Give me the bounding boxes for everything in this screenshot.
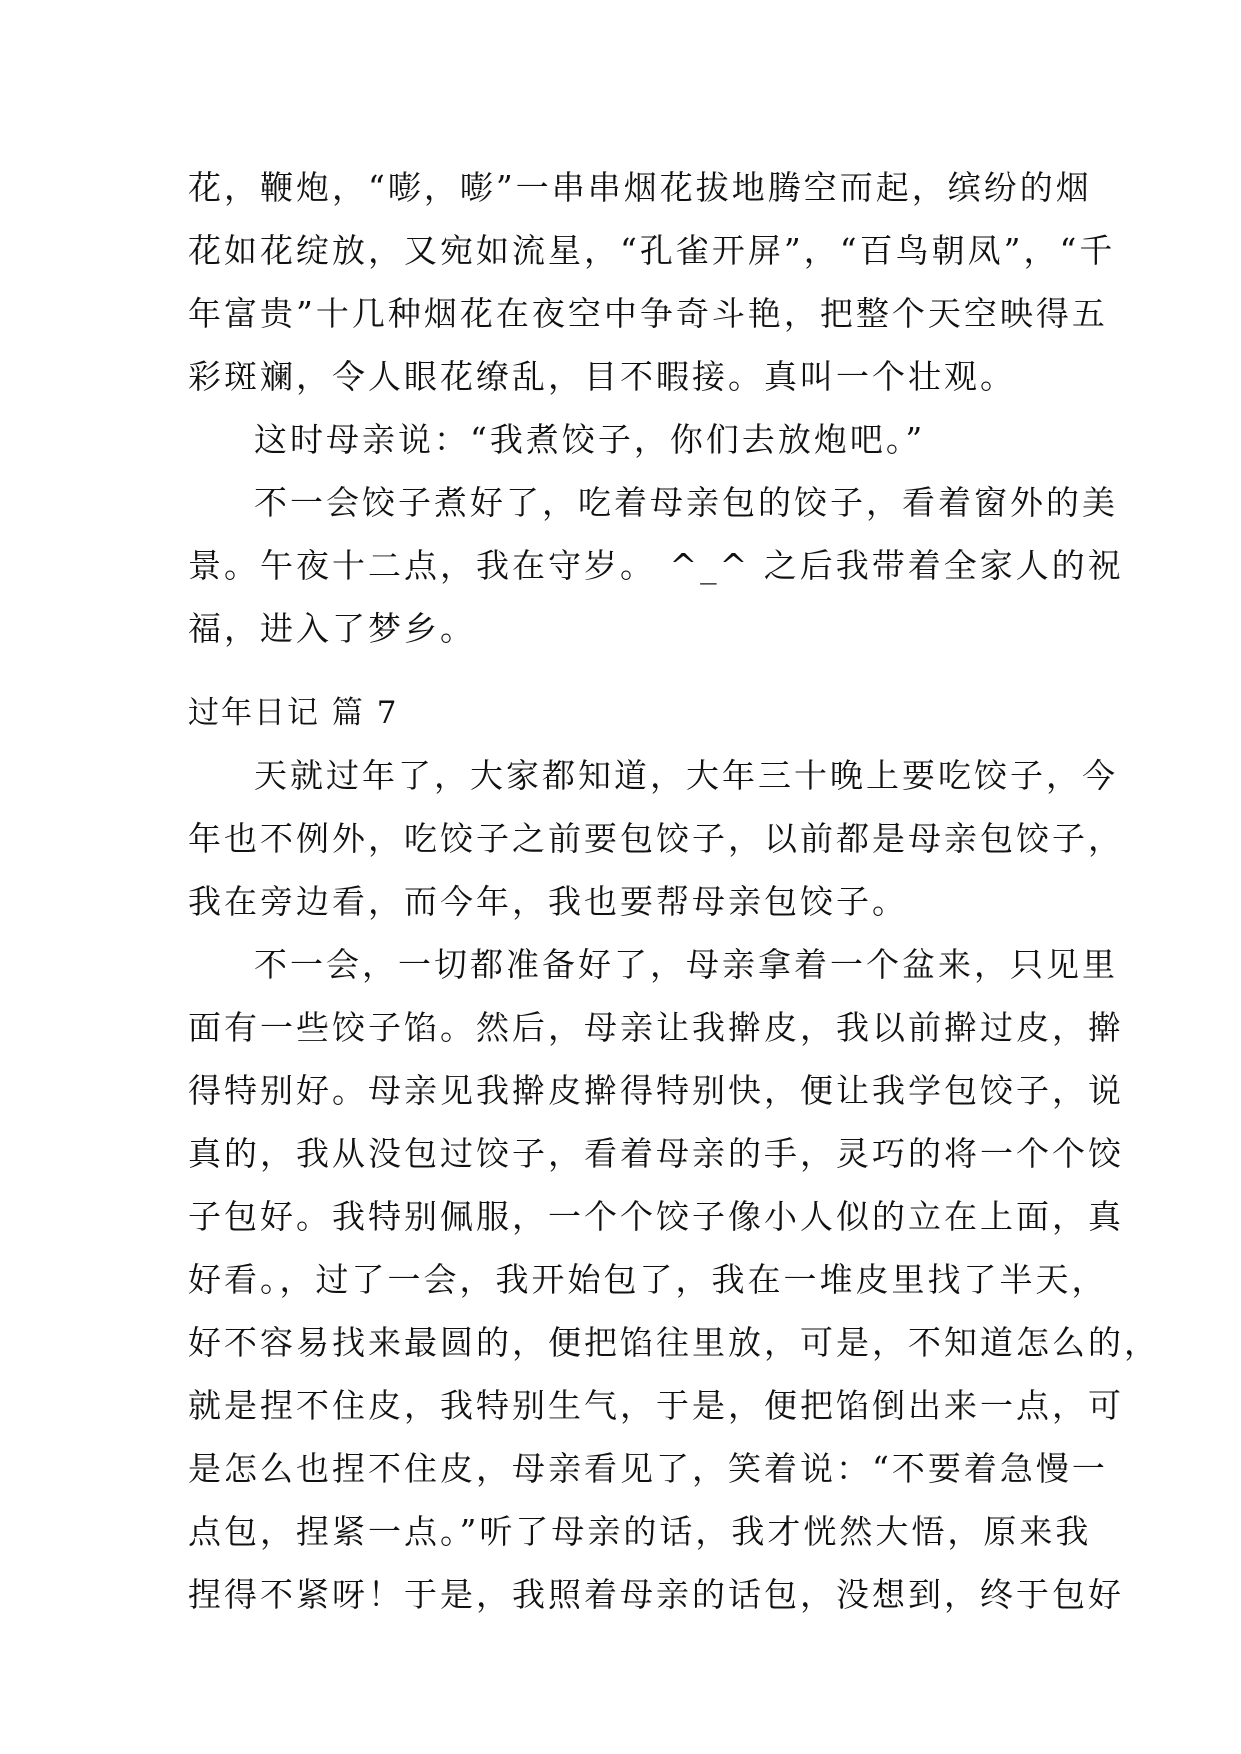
paragraph-first-line: 天就过年了，大家都知道，大年三十晚上要吃饺子，今 <box>254 756 1118 795</box>
text-line: 花如花绽放，又宛如流星，“孔雀开屏”，“百鸟朝凤”，“千 <box>188 231 1116 270</box>
text-line: 子包好。我特别佩服，一个个饺子像小人似的立在上面，真 <box>188 1197 1124 1236</box>
text-line: 真的，我从没包过饺子，看着母亲的手，灵巧的将一个个饺 <box>188 1134 1124 1173</box>
text-line: 我在旁边看，而今年，我也要帮母亲包饺子。 <box>188 882 908 921</box>
paragraph-first-line: 不一会，一切都准备好了，母亲拿着一个盆来，只见里 <box>254 945 1118 984</box>
paragraph-first-line: 不一会饺子煮好了，吃着母亲包的饺子，看着窗外的美 <box>254 483 1118 522</box>
text-line: 年也不例外，吃饺子之前要包饺子，以前都是母亲包饺子， <box>188 819 1124 858</box>
text-line: 景。午夜十二点，我在守岁。 ^_^ 之后我带着全家人的祝 <box>188 546 1124 585</box>
text-line: 就是捏不住皮，我特别生气，于是，便把馅倒出来一点，可 <box>188 1386 1124 1425</box>
text-line: 年富贵”十几种烟花在夜空中争奇斗艳，把整个天空映得五 <box>188 294 1108 333</box>
text-line: 得特别好。母亲见我擀皮擀得特别快，便让我学包饺子，说 <box>188 1071 1124 1110</box>
paragraph-first-line: 这时母亲说：“我煮饺子，你们去放炮吧。” <box>254 420 926 459</box>
text-line: 好看。，过了一会，我开始包了，我在一堆皮里找了半天， <box>188 1260 1108 1299</box>
text-line: 彩斑斓，令人眼花缭乱，目不暇接。真叫一个壮观。 <box>188 357 1016 396</box>
text-line: 点包，捏紧一点。”听了母亲的话，我才恍然大悟，原来我 <box>188 1512 1092 1551</box>
text-line: 福，进入了梦乡。 <box>188 609 476 648</box>
text-line: 好不容易找来最圆的，便把馅往里放，可是，不知道怎么的， <box>188 1323 1160 1362</box>
text-line: 面有一些饺子馅。然后，母亲让我擀皮，我以前擀过皮，擀 <box>188 1008 1124 1047</box>
text-line: 捏得不紧呀！于是，我照着母亲的话包，没想到，终于包好 <box>188 1575 1124 1614</box>
section-heading: 过年日记 篇 7 <box>188 695 399 731</box>
text-line: 是怎么也捏不住皮，母亲看见了，笑着说：“不要着急慢一 <box>188 1449 1108 1488</box>
text-line: 花，鞭炮，“嘭，嘭”一串串烟花拔地腾空而起，缤纷的烟 <box>188 168 1092 207</box>
